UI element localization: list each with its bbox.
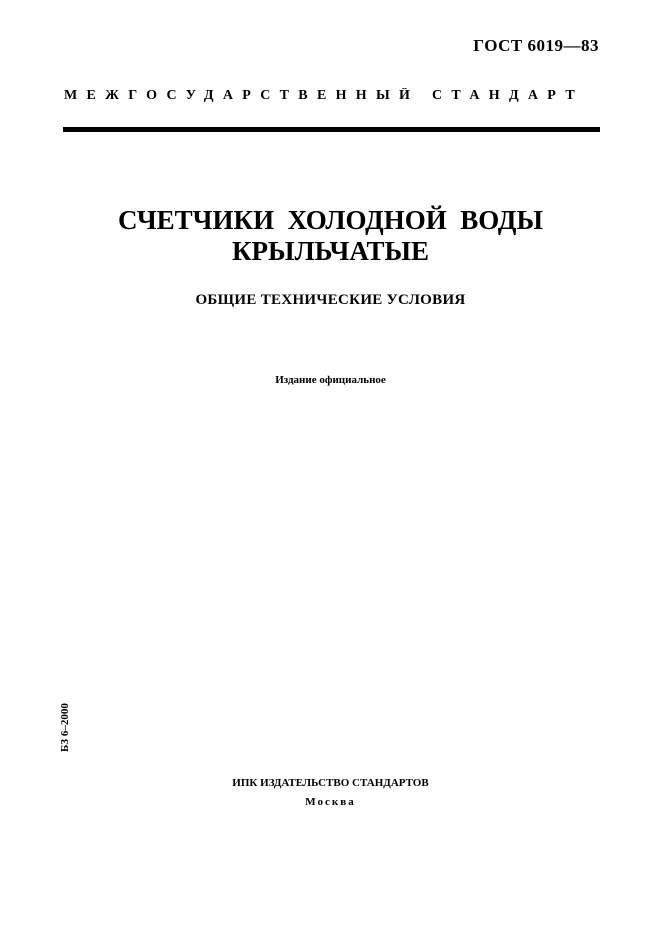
- document-subtitle: ОБЩИЕ ТЕХНИЧЕСКИЕ УСЛОВИЯ: [195, 292, 466, 308]
- gost-number: ГОСТ 6019—83: [473, 36, 599, 55]
- header-divider: [63, 127, 600, 132]
- publisher-name: ИПК ИЗДАТЕЛЬСТВО СТАНДАРТОВ: [232, 777, 429, 789]
- standard-type-heading: МЕЖГОСУДАРСТВЕННЫЙ СТАНДАРТ: [64, 88, 584, 103]
- document-title: [0, 205, 661, 267]
- publication-city: Москва: [305, 796, 356, 808]
- title-line-1: СЧЕТЧИКИ ХОЛОДНОЙ ВОДЫ: [118, 205, 543, 235]
- title-line-2: КРЫЛЬЧАТЫЕ: [231, 236, 429, 266]
- side-catalog-code: БЗ 6–2000: [59, 703, 71, 752]
- edition-note: Издание официальное: [275, 374, 386, 386]
